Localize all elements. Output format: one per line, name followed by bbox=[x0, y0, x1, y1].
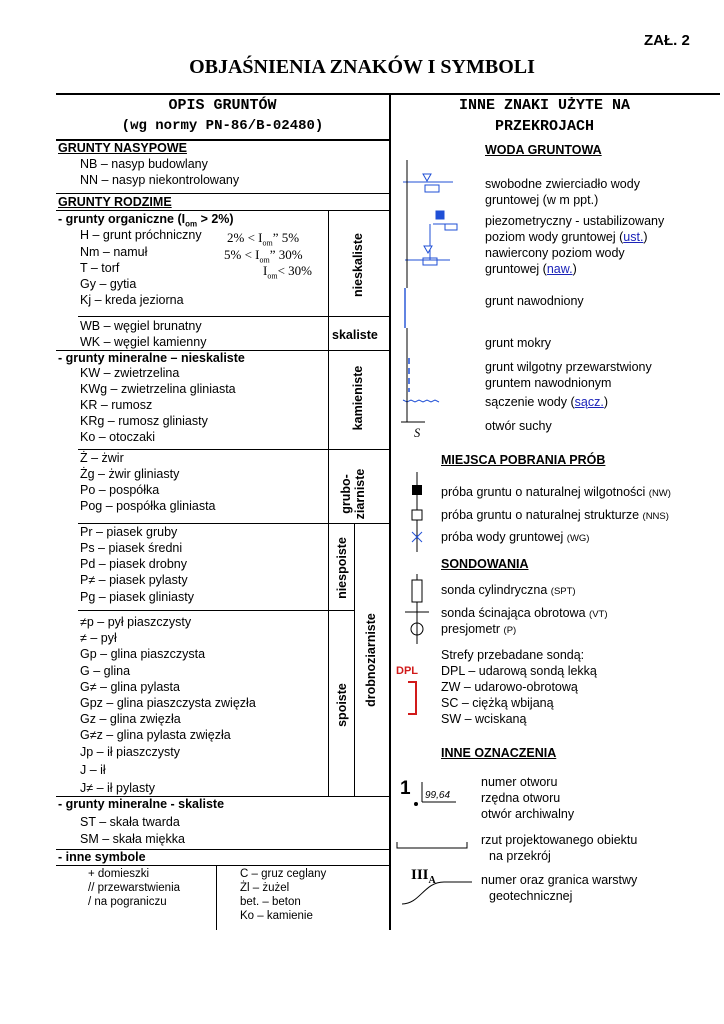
dry-borehole-text: otwór suchy bbox=[485, 419, 552, 433]
borehole-elevation: 99,64 bbox=[425, 790, 451, 801]
cohesive-soil-item: G≠ – glina pylasta bbox=[80, 680, 180, 694]
naw-link: naw. bbox=[546, 262, 573, 276]
coarse-soil-item: Ż – żwir bbox=[80, 451, 124, 465]
cohesive-soil-item: Jp – ił piaszczysty bbox=[80, 745, 181, 759]
organic-range: $2\% < I_{om}$” 5% bbox=[227, 230, 300, 248]
cohesive-soil-item: J≠ – ił pylasty bbox=[80, 781, 155, 795]
projection-text: na przekrój bbox=[489, 849, 551, 863]
piezometric-text: piezometryczny - ustabilizowany bbox=[485, 214, 665, 228]
zones-title: Strefy przebadane sondą: bbox=[441, 648, 585, 662]
projection-text: rzut projektowanego obiektu bbox=[481, 833, 638, 847]
symbol-item: Ko – kamienie bbox=[240, 910, 313, 922]
organic-range: $I_{om}< 30\%$ bbox=[263, 263, 312, 281]
stony-soil-item: KWg – zwietrzelina gliniasta bbox=[80, 382, 236, 396]
coarse-soil-item: Żg – żwir gliniasty bbox=[80, 467, 180, 481]
moist-soil-text: grunt wilgotny przewarstwiony bbox=[485, 360, 652, 374]
spt-text: sonda cylindryczna (SPT) bbox=[441, 583, 576, 597]
rock-item: SM – skała miękka bbox=[80, 832, 185, 846]
norm-reference: (wg normy PN-86/B-02480) bbox=[121, 118, 324, 134]
symbol-item: Żl – żużel bbox=[240, 882, 290, 894]
fine-grained-label: drobnoziarniste bbox=[364, 613, 378, 707]
row-line bbox=[56, 193, 389, 194]
sample-nns-text: próba gruntu o naturalnej strukturze (NNS) bbox=[441, 508, 669, 522]
stony-label: kamieniste bbox=[351, 365, 365, 431]
coarse-grained-label: grubo- ziarniste bbox=[339, 468, 367, 520]
fill-soil-item: NB – nasyp budowlany bbox=[80, 157, 208, 171]
wet-soil-text: grunt mokry bbox=[485, 336, 551, 350]
label-column-line bbox=[328, 210, 329, 796]
row-line bbox=[78, 316, 389, 317]
sample-nw-text: próba gruntu o naturalnej wilgotności (NW) bbox=[441, 485, 671, 499]
seepage-text: sączenie wody (sącz.) bbox=[485, 395, 608, 409]
free-water-text: swobodne zwierciadło wody bbox=[485, 177, 640, 191]
soundings-title: SONDOWANIA bbox=[441, 557, 529, 571]
moist-soil-text: gruntem nawodnionym bbox=[485, 376, 612, 390]
organic-soil-item: Nm – namuł bbox=[80, 245, 148, 259]
cross-sections-header: PRZEKROJACH bbox=[494, 118, 595, 135]
sand-item: Pg – piasek gliniasty bbox=[80, 590, 194, 604]
symbol-item: / na pograniczu bbox=[88, 896, 167, 908]
borehole-number: 1 bbox=[400, 778, 411, 799]
cohesive-soil-item: ≠p – pył piaszczysty bbox=[80, 615, 192, 629]
stony-soil-item: Ko – otoczaki bbox=[80, 430, 156, 444]
borehole-marker-icon bbox=[400, 780, 460, 810]
cohesive-soil-item: Gpz – glina piaszczysta zwięzła bbox=[80, 696, 256, 710]
row-line bbox=[78, 610, 354, 611]
cohesive-label: spoiste bbox=[335, 683, 349, 727]
stony-soil-item: KRg – rumosz gliniasty bbox=[80, 414, 208, 428]
organic-soils-title: - grunty organiczne $(I_{om} > 2\%)$ bbox=[58, 212, 234, 229]
coarse-soil-item: Pog – pospółka gliniasta bbox=[80, 499, 216, 513]
stony-soil-item: KR – rumosz bbox=[80, 398, 153, 412]
vt-text: sonda ścinająca obrotowa (VT) bbox=[441, 606, 608, 620]
borehole-number-text: numer otworu bbox=[481, 775, 558, 789]
row-line bbox=[56, 865, 389, 866]
organic-soil-item: Kj – kreda jeziorna bbox=[80, 293, 184, 307]
dpl-label: DPL bbox=[396, 665, 418, 677]
cohesive-soil-item: Gz – glina zwięzła bbox=[80, 712, 181, 726]
cohesive-soil-item: Gp – glina piaszczysta bbox=[80, 647, 206, 661]
cohesive-soil-item: ≠ – pył bbox=[80, 631, 117, 645]
layer-text: numer oraz granica warstwy bbox=[481, 873, 638, 887]
attachment-number: ZAŁ. 2 bbox=[644, 32, 690, 49]
sampling-symbols-icon bbox=[405, 472, 429, 552]
sand-item: Ps – piasek średni bbox=[80, 541, 183, 555]
groundwater-title: WODA GRUNTOWA bbox=[485, 143, 602, 157]
symbol-item: bet. – beton bbox=[240, 896, 301, 908]
column-divider bbox=[389, 93, 391, 930]
rock-item: ST – skała twarda bbox=[80, 815, 180, 829]
frame-top bbox=[56, 93, 720, 95]
layer-text: geotechnicznej bbox=[489, 889, 573, 903]
rocky-mineral-title: - grunty mineralne - skaliste bbox=[58, 797, 225, 811]
organic-soil-item: H – grunt próchniczny bbox=[80, 228, 202, 242]
coal-item: WK – węgiel kamienny bbox=[80, 335, 207, 349]
fill-soils-title: GRUNTY NASYPOWE bbox=[58, 141, 187, 155]
mineral-soils-title: - grunty mineralne – nieskaliste bbox=[58, 351, 245, 365]
sample-wg-text: próba wody gruntowej (WG) bbox=[441, 530, 590, 544]
rocky-label: skaliste bbox=[332, 328, 378, 342]
soil-description-header: OPIS GRUNTÓW bbox=[168, 97, 277, 114]
layer-boundary-icon bbox=[400, 878, 480, 908]
saturated-soil-text: grunt nawodniony bbox=[485, 294, 584, 308]
symbols-divider bbox=[216, 865, 217, 930]
label-column-line bbox=[354, 523, 355, 796]
layer-number-label: $III_A$ bbox=[411, 867, 436, 886]
pressuremeter-text: presjometr (P) bbox=[441, 622, 517, 636]
drilled-level-text: gruntowej (naw.) bbox=[485, 262, 577, 276]
cohesive-soil-item: G – glina bbox=[80, 664, 131, 678]
projected-object-icon bbox=[393, 838, 473, 858]
archive-borehole-text: otwór archiwalny bbox=[481, 807, 575, 821]
zone-item: ZW – udarowo-obrotową bbox=[441, 680, 578, 694]
borehole-elevation-text: rzędna otworu bbox=[481, 791, 561, 805]
non-cohesive-label: niespoiste bbox=[335, 537, 349, 599]
groundwater-symbols-icon bbox=[395, 160, 475, 440]
piezometric-text: poziom wody gruntowej (ust.) bbox=[485, 230, 648, 244]
non-rocky-label: nieskaliste bbox=[351, 233, 365, 297]
sand-item: Pd – piasek drobny bbox=[80, 557, 188, 571]
other-symbols-title: - inne symbole bbox=[58, 850, 146, 864]
sampling-title: MIEJSCA POBRANIA PRÓB bbox=[441, 453, 606, 467]
cohesive-soil-item: G≠z – glina pylasta zwięzła bbox=[80, 728, 231, 742]
dry-symbol-label: S bbox=[414, 426, 421, 440]
symbol-item: C – gruz ceglany bbox=[240, 868, 327, 880]
zone-item: SC – ciężką wbijaną bbox=[441, 696, 554, 710]
stony-soil-item: KW – zwietrzelina bbox=[80, 366, 180, 380]
sounding-symbols-icon bbox=[405, 574, 429, 644]
drilled-level-text: nawiercony poziom wody bbox=[485, 246, 625, 260]
cohesive-soil-item: J – ił bbox=[80, 763, 106, 777]
row-line bbox=[56, 210, 389, 211]
zone-item: DPL – udarową sondą lekką bbox=[441, 664, 597, 678]
other-signs-header: INNE ZNAKI UŻYTE NA bbox=[458, 97, 631, 114]
native-soils-title: GRUNTY RODZIME bbox=[58, 195, 172, 209]
symbol-item: // przewarstwienia bbox=[88, 882, 181, 894]
symbol-item: + domieszki bbox=[88, 868, 150, 880]
coal-item: WB – węgiel brunatny bbox=[80, 319, 202, 333]
page-title: OBJAŚNIENIA ZNAKÓW I SYMBOLI bbox=[189, 56, 535, 78]
sand-item: P≠ – piasek pylasty bbox=[80, 573, 188, 587]
organic-soil-item: Gy – gytia bbox=[80, 277, 137, 291]
organic-range: $5\% < I_{om}$” 30% bbox=[224, 247, 303, 265]
sand-item: Pr – piasek gruby bbox=[80, 525, 178, 539]
dpl-zone-bracket-icon bbox=[402, 680, 422, 716]
coarse-soil-item: Po – pospółka bbox=[80, 483, 160, 497]
free-water-text: gruntowej (w m ppt.) bbox=[485, 193, 599, 207]
ust-link: ust. bbox=[623, 230, 644, 244]
zone-item: SW – wciskaną bbox=[441, 712, 527, 726]
organic-soil-item: T – torf bbox=[80, 261, 120, 275]
other-markings-title: INNE OZNACZENIA bbox=[441, 746, 557, 760]
fill-soil-item: NN – nasyp niekontrolowany bbox=[80, 173, 240, 187]
sacz-link: sącz. bbox=[574, 395, 604, 409]
